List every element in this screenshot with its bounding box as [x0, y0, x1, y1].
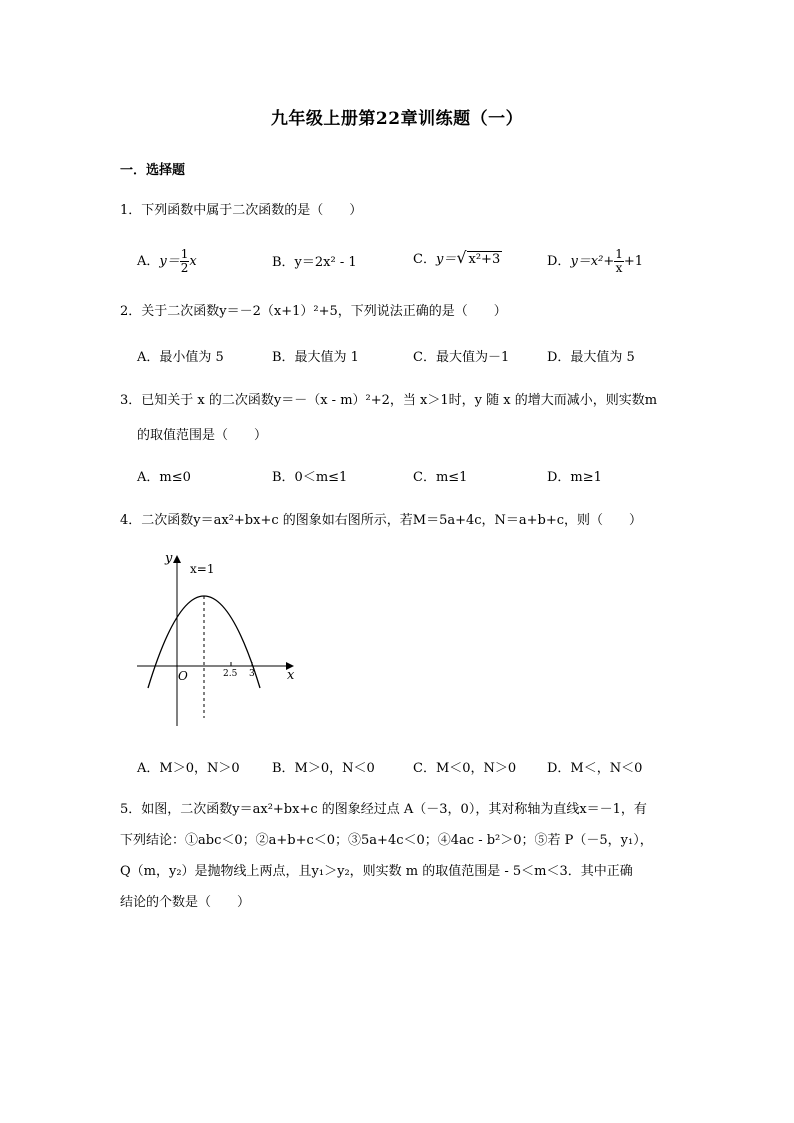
q1-a-fraction — [180, 248, 190, 275]
q1-c-pre: y＝ — [435, 252, 457, 267]
q2-option-b: B．最大值为 1 — [272, 350, 359, 365]
q2-option-a: A．最小值为 5 — [137, 350, 224, 365]
q1-option-d — [547, 248, 643, 275]
q4-option-b: B．M＞0，N＜0 — [272, 761, 375, 776]
question-5-stem — [120, 794, 680, 918]
q1-option-a — [137, 248, 197, 275]
q1-d-fraction — [614, 248, 624, 275]
q1-a-den: 2 — [180, 261, 189, 275]
tick-label-2-5: 2.5 — [223, 669, 238, 679]
section-heading: 一．选择题 — [120, 163, 186, 178]
q3-option-a: A．m≤0 — [137, 470, 191, 485]
q1-a-post: x — [189, 254, 197, 269]
q1-d-num: 1 — [615, 247, 623, 261]
q1-d-post: +1 — [623, 254, 644, 269]
x-axis-label: x — [287, 668, 295, 683]
question-4-stem: 4．二次函数y＝ax²+bx+c 的图象如右图所示，若M＝5a+4c，N＝a+b+c，则（ ） — [120, 513, 643, 528]
q5-line-4: 结论的个数是（ ） — [120, 895, 251, 910]
q1-d-label: D． — [547, 254, 571, 269]
symmetry-axis-label: x=1 — [190, 562, 215, 576]
q1-c-radicand: x²+3 — [468, 252, 501, 267]
question-1-options — [137, 247, 697, 275]
q4-option-d: D．M＜，N＜0 — [547, 761, 643, 776]
q2-option-c: C．最大值为－1 — [413, 350, 510, 365]
q3-option-b: B．0＜m≤1 — [272, 470, 348, 485]
q3-option-c: C．m≤1 — [413, 470, 468, 485]
q1-a-pre: y＝ — [159, 254, 180, 269]
q2-option-d: D．最大值为 5 — [547, 350, 635, 365]
question-2-options — [137, 346, 697, 368]
question-4-options — [137, 757, 697, 779]
q4-option-a: A．M＞0，N＞0 — [137, 761, 240, 776]
q4-option-c: C．M＜0，N＞0 — [413, 761, 517, 776]
tick-label-3: 3 — [249, 669, 255, 679]
y-axis-arrow — [173, 555, 181, 563]
question-2-stem: 2．关于二次函数y＝－2（x+1）²+5，下列说法正确的是（ ） — [120, 304, 507, 319]
q1-option-c — [413, 248, 502, 267]
question-1-stem: 1．下列函数中属于二次函数的是（ ） — [120, 203, 363, 218]
q1-a-label: A． — [137, 254, 160, 269]
q1-a-num: 1 — [180, 247, 189, 261]
page-title: 九年级上册第22章训练题（一） — [270, 109, 524, 129]
parabola-graph — [132, 546, 302, 731]
q5-line-1: 5．如图，二次函数y＝ax²+bx+c 的图象经过点 A（－3，0），其对称轴为直线x＝－1，有 — [120, 802, 647, 817]
q1-c-label: C． — [413, 252, 436, 267]
q5-line-3: Q（m，y₂）是抛物线上两点，且y₁＞y₂，则实数 m 的取值范围是 - 5＜m＜3．其中正确 — [120, 864, 633, 879]
question-3-stem-line1: 3．已知关于 x 的二次函数y＝－（x - m）²+2，当 x＞1时，y 随 x 的增大而减小，则实数m — [120, 393, 658, 408]
q1-d-pre: y＝x²+ — [570, 254, 615, 269]
q3-option-d: D．m≥1 — [547, 470, 602, 485]
question-3-options — [137, 466, 697, 488]
q1-d-den: x — [615, 261, 623, 275]
question-3-stem-line2: 的取值范围是（ ） — [137, 428, 268, 443]
q1-option-b: B．y＝2x² - 1 — [272, 255, 357, 270]
origin-label: O — [178, 669, 188, 683]
q5-line-2: 下列结论：①abc＜0；②a+b+c＜0；③5a+4c＜0；④4ac - b²＞0；⑤若 P（－5，y₁）， — [120, 833, 653, 848]
y-axis-label: y — [165, 551, 173, 566]
sqrt-sign: √ — [456, 248, 467, 267]
